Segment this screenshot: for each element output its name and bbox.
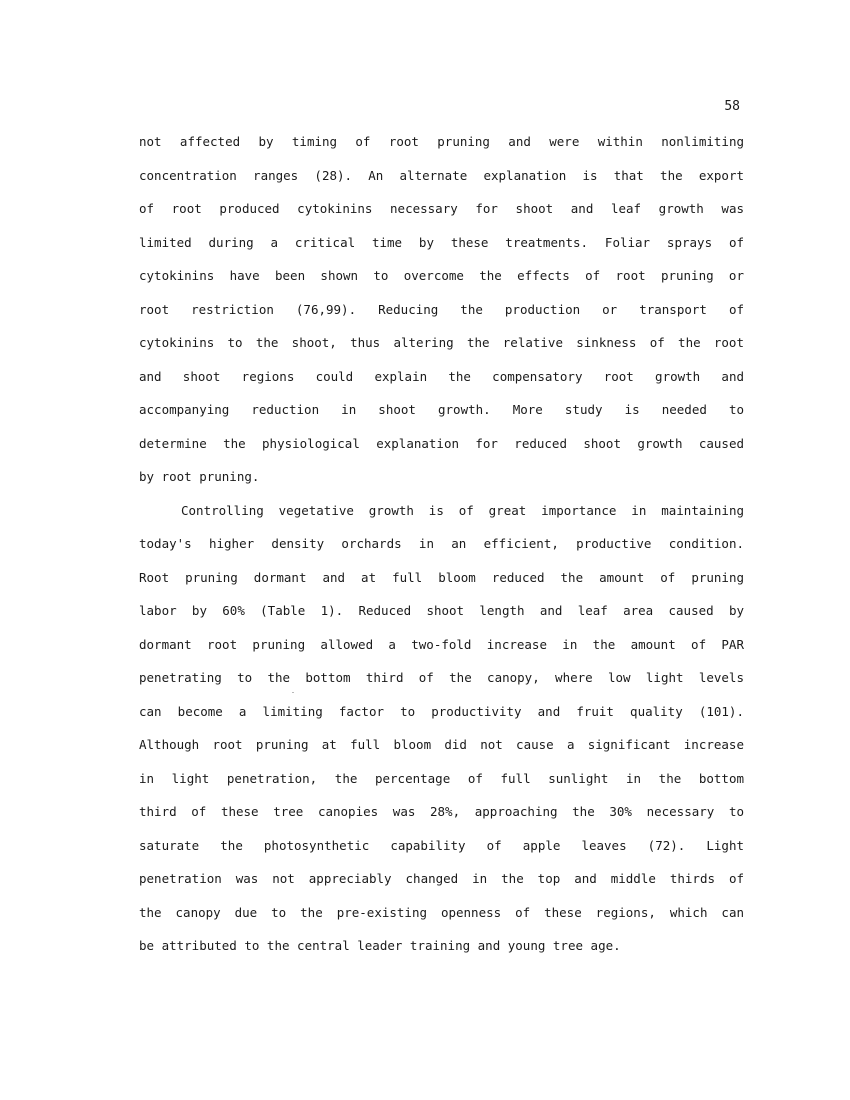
paragraph-first-line: Controlling vegetative growth is of great importance in maintaining [181,502,744,518]
text-line: in light penetration, the percentage of full sunlight in the bottom [139,770,744,786]
text-line: penetrating to the bottom third of the canopy, where low light levels [139,670,744,685]
text-line: accompanying reduction in shoot growth. More study is needed to [139,402,744,417]
text-line: cytokinins to the shoot, thus altering the relative sinkness of the root [139,335,744,350]
text-line: concentration ranges (28). An alternate explanation is that the export [139,167,744,183]
text-line: and shoot regions could explain the compensatory root growth and [139,368,744,384]
text-line: can become a limiting factor to productivity and fruit quality (101). [139,703,744,719]
text-line: cytokinins have been shown to overcome the effects of root pruning or [139,268,744,283]
text-line: labor by 60% (Table 1). Reduced shoot length and leaf area caused by [139,603,744,618]
text-line: limited during a critical time by these treatments. Foliar sprays of [139,234,744,250]
text-line: of root produced cytokinins necessary for shoot and leaf growth was [139,201,744,216]
scan-speck [292,692,294,693]
text-line: determine the physiological explanation for reduced shoot growth caused [139,435,744,451]
text-line: dormant root pruning allowed a two-fold increase in the amount of PAR [139,636,744,652]
text-line: saturate the photosynthetic capability of apple leaves (72). Light [139,837,744,853]
text-line: Root pruning dormant and at full bloom reduced the amount of pruning [139,569,744,585]
text-line: be attributed to the central leader training and young tree age. [139,938,621,953]
text-line: today's higher density orchards in an efficient, productive condition. [139,536,744,551]
text-line: root restriction (76,99). Reducing the production or transport of [139,301,744,317]
text-line: not affected by timing of root pruning and were within nonlimiting [139,134,744,149]
text-line: by root pruning. [139,469,260,484]
text-line: the canopy due to the pre-existing openness of these regions, which can [139,904,744,920]
text-line: third of these tree canopies was 28%, approaching the 30% necessary to [139,804,744,819]
text-line: Although root pruning at full bloom did not cause a significant increase [139,737,744,752]
body-text [139,132,744,970]
page-number: 58 [724,99,740,114]
text-line: penetration was not appreciably changed in the top and middle thirds of [139,871,744,886]
